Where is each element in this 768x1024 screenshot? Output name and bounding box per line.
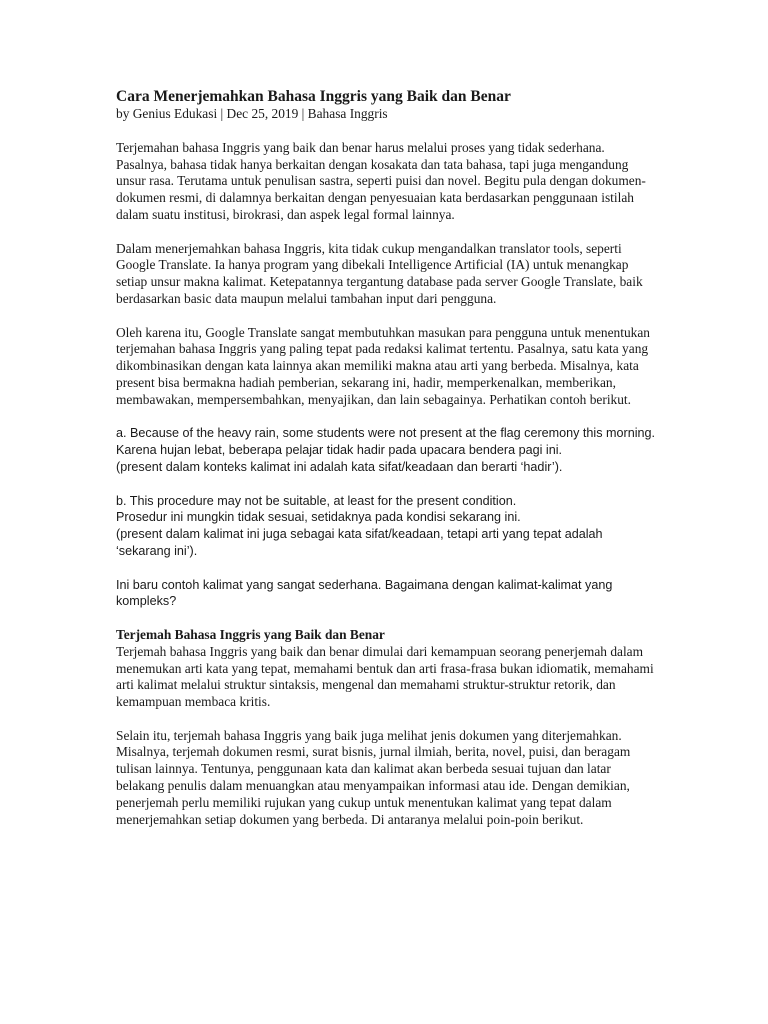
example-b-english: b. This procedure may not be suitable, at least for the present condition. — [116, 493, 517, 508]
article-title: Cara Menerjemahkan Bahasa Inggris yang Baik dan Benar — [116, 88, 511, 105]
paragraph-translator-tools: Dalam menerjemahkan bahasa Inggris, kita tidak cukup mengandalkan translator tools, seperti Google Translate. Ia hanya program yang dibekali Intelligence Artificial (IA) untuk menangkap setiap unsur makna kalimat. Ketepatannya tergantung database pada server Google Translate, baik berdasarkan basic data maupun melalui tambahan input dari pengguna. — [116, 240, 643, 306]
example-b — [116, 493, 656, 560]
example-a-english: a. Because of the heavy rain, some students were not present at the flag ceremony this morning. — [116, 426, 656, 441]
example-a — [116, 425, 656, 475]
article-byline: by Genius Edukasi | Dec 25, 2019 | Bahasa Inggris — [116, 106, 388, 121]
paragraph-intro: Terjemahan bahasa Inggris yang baik dan benar harus melalui proses yang tidak sederhana. Pasalnya, bahasa tidak hanya berkaitan dengan kosakata dan tata bahasa, tapi juga mengandung unsur rasa. Terutama untuk penulisan sastra, seperti puisi dan novel. Begitu pula dengan dokumen-dokumen resmi, di dalamnya berkaitan dengan penyesuaian kata berdasarkan penggunaan istilah dalam suatu institusi, birokrasi, dan aspek legal formal lainnya. — [116, 139, 646, 222]
paragraph-google-translate: Oleh karena itu, Google Translate sangat membutuhkan masukan para pengguna untuk menentukan terjemahan bahasa Inggris yang paling tepat pada redaksi kalimat tertentu. Pasalnya, satu kata yang dikombinasikan dengan kata lainnya akan memiliki makna atau arti yang berbeda. Misalnya, kata present bisa bermakna hadiah pemberian, sekarang ini, hadir, memperkenalkan, memberikan, membawakan, mempersembahkan, menyajikan, dan lain sebagainya. Perhatikan contoh berikut. — [116, 324, 651, 407]
section-paragraph-1: Terjemah bahasa Inggris yang baik dan benar dimulai dari kemampuan seorang penerjemah dalam menemukan arti kata yang tepat, memahami bentuk dan arti frasa-frasa bukan idiomatik, memahami arti kalimat melalui struktur sintaksis, mengenal dan memahami struktur-struktur retorik, dan kemampuan membaca kritis. — [116, 643, 654, 710]
section-heading: Terjemah Bahasa Inggris yang Baik dan Benar — [116, 626, 385, 642]
example-b-note: (present dalam kalimat ini juga sebagai kata sifat/keadaan, tetapi arti yang tepat adalah ‘sekarang ini’). — [116, 527, 603, 558]
closing-question: Ini baru contoh kalimat yang sangat sederhana. Bagaimana dengan kalimat-kalimat yang kompleks? — [116, 577, 613, 609]
example-a-translation: Karena hujan lebat, beberapa pelajar tidak hadir pada upacara bendera pagi ini. — [116, 443, 563, 458]
example-b-translation: Prosedur ini mungkin tidak sesuai, setidaknya pada kondisi sekarang ini. — [116, 510, 521, 525]
document-page — [116, 88, 656, 845]
section-paragraph-2: Selain itu, terjemah bahasa Inggris yang baik juga melihat jenis dokumen yang diterjemahkan. Misalnya, terjemah dokumen resmi, surat bisnis, jurnal ilmiah, berita, novel, puisi, dan beragam tulisan lainnya. Tentunya, penggunaan kata dan kalimat akan berbeda sesuai tujuan dan latar belakang penulis dalam menuangkan atau menyampaikan informasi atau ide. Dengan demikian, penerjemah perlu memiliki rujukan yang cukup untuk menentukan kalimat yang tepat dalam menerjemahkan setiap dokumen yang berbeda. Di antaranya melalui poin-poin berikut. — [116, 727, 631, 827]
example-a-note: (present dalam konteks kalimat ini adalah kata sifat/keadaan dan berarti ‘hadir’). — [116, 459, 563, 474]
